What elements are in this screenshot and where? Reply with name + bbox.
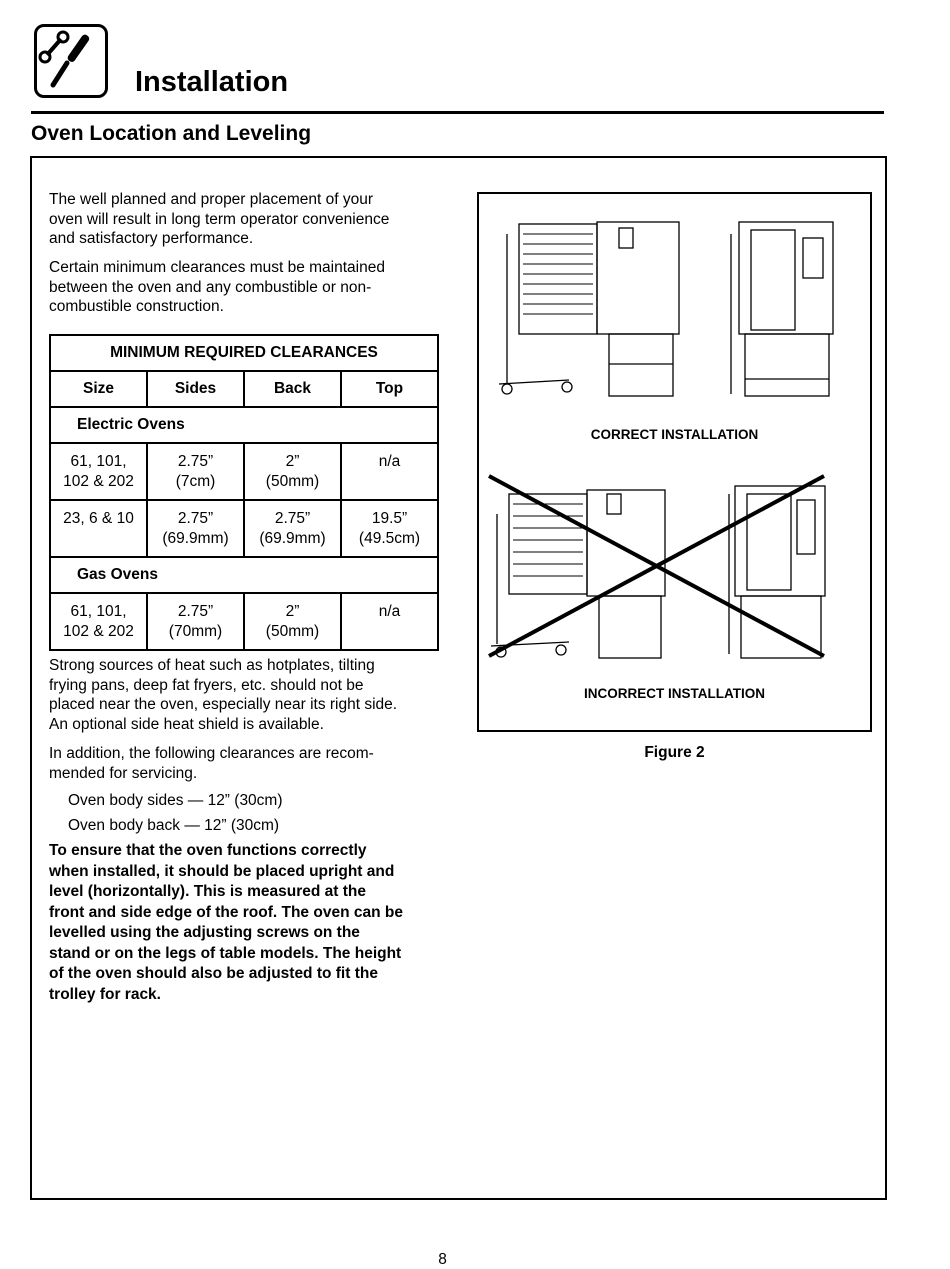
column-header: Back — [244, 371, 341, 407]
table-row — [50, 443, 438, 500]
servicing-paragraph: In addition, the following clearances are recom- mended for servicing. — [49, 745, 374, 782]
table-cell: 2.75” (7cm) — [147, 443, 244, 500]
header-divider — [31, 111, 884, 114]
table-cell: 2” (50mm) — [244, 443, 341, 500]
table-cell: n/a — [341, 593, 438, 650]
table-cell: 2.75” (69.9mm) — [244, 500, 341, 557]
table-row — [50, 593, 438, 650]
table-cell: n/a — [341, 443, 438, 500]
column-header: Sides — [147, 371, 244, 407]
table-cell: 19.5” (49.5cm) — [341, 500, 438, 557]
intro-paragraph-1: The well planned and proper placement of your oven will result in long term operator convenience and satisfactory performance. — [49, 191, 390, 247]
table-row — [50, 500, 438, 557]
leveling-paragraph: To ensure that the oven functions correctly when installed, it should be placed upright and level (horizontally). This is measured at the front and side edge of the roof. The oven can be levelled using the adjusting screws on the stand or on the legs of table models. The height of the oven should also be adjusted to fit the trolley for rack. — [49, 842, 403, 1003]
table-cell: 2” (50mm) — [244, 593, 341, 650]
table-cell: 61, 101, 102 & 202 — [50, 443, 147, 500]
column-header: Top — [341, 371, 438, 407]
section-title: Oven Location and Leveling — [31, 122, 312, 145]
clearances-table — [49, 334, 439, 651]
installation-illustration — [479, 194, 870, 730]
table-cell: 23, 6 & 10 — [50, 500, 147, 557]
correct-oven-side — [499, 222, 679, 396]
heat-sources-paragraph: Strong sources of heat such as hotplates, tilting frying pans, deep fat fryers, etc. should not be placed near the oven, especially near its right side. An optional side heat shield is available. — [49, 657, 398, 733]
group-header: Electric Ovens — [50, 407, 438, 443]
figure-box — [477, 192, 872, 732]
figure-label: Figure 2 — [644, 744, 705, 761]
table-cell: 2.75” (69.9mm) — [147, 500, 244, 557]
sides-clearance: Oven body sides — 12” (30cm) — [68, 792, 283, 809]
table-cell: 2.75” (70mm) — [147, 593, 244, 650]
group-header: Gas Ovens — [50, 557, 438, 593]
page-number: 8 — [438, 1251, 447, 1268]
incorrect-installation-caption: INCORRECT INSTALLATION — [584, 686, 765, 701]
table-title: MINIMUM REQUIRED CLEARANCES — [50, 335, 438, 371]
back-clearance: Oven body back — 12” (30cm) — [68, 817, 280, 834]
incorrect-cross-icon — [489, 476, 824, 656]
correct-oven-front — [731, 222, 833, 396]
page-title: Installation — [135, 66, 289, 98]
table-cell: 61, 101, 102 & 202 — [50, 593, 147, 650]
column-header: Size — [50, 371, 147, 407]
intro-paragraph-2: Certain minimum clearances must be maintained between the oven and any combustible or non- combustible construction. — [49, 259, 385, 315]
tools-icon — [34, 24, 108, 98]
correct-installation-caption: CORRECT INSTALLATION — [590, 427, 759, 442]
